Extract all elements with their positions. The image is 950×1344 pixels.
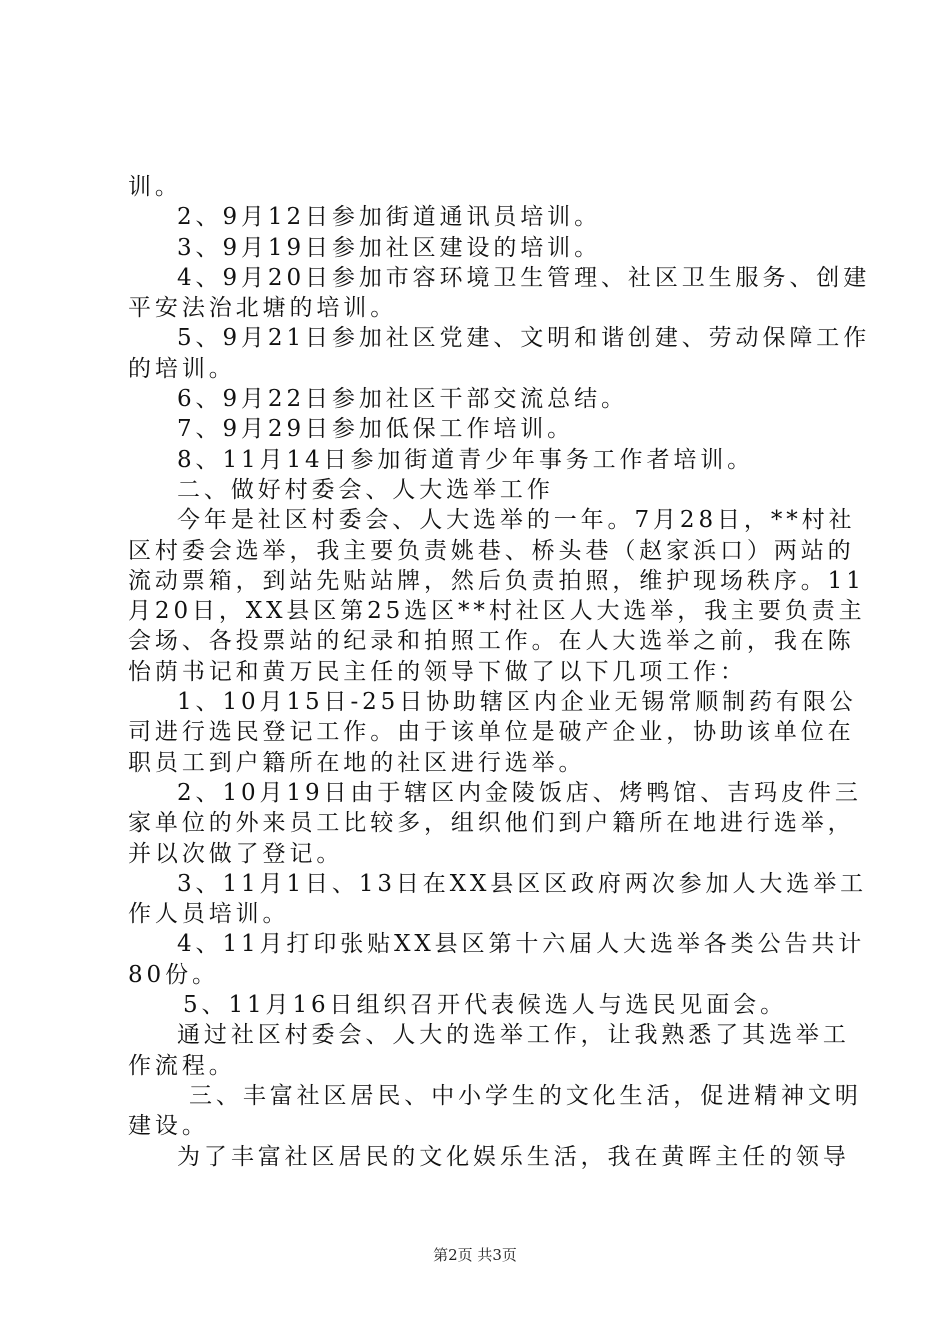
section-heading: 三、丰富社区居民、中小学生的文化生活，促进精神文明 (189, 1082, 862, 1109)
text-line: 家单位的外来员工比较多，组织他们到户籍所在地进行选举， (128, 810, 855, 837)
page-footer (0, 1245, 950, 1265)
text-line: 流动票箱，到站先贴站牌，然后负责拍照，维护现场秩序。11 (128, 567, 865, 594)
text-line: 为了丰富社区居民的文化娱乐生活，我在黄晖主任的领导 (177, 1143, 850, 1170)
text-line: 2、10月19日由于辖区内金陵饭店、烤鸭馆、吉玛皮件三 (177, 779, 862, 806)
text-line: 4、9月20日参加市容环境卫生管理、社区卫生服务、创建 (177, 264, 871, 291)
text-line: 训。 (128, 174, 182, 200)
text-line: 平安法治北塘的培训。 (128, 295, 398, 322)
text-line: 职员工到户籍所在地的社区进行选举。 (128, 749, 586, 776)
text-line: 2、9月12日参加街道通讯员培训。 (177, 204, 602, 231)
document-body (128, 172, 871, 1172)
text-line: 3、9月19日参加社区建设的培训。 (177, 234, 602, 261)
text-line: 3、11月1日、13日在XX县区区政府两次参加人大选举工 (177, 870, 868, 897)
text-line: 80份。 (128, 961, 219, 988)
text-line: 区村委会选举，我主要负责姚巷、桥头巷（赵家浜口）两站的 (128, 537, 855, 564)
text-line: 怡荫书记和黄万民主任的领导下做了以下几项工作： (128, 658, 747, 685)
text-line: 会场、各投票站的纪录和拍照工作。在人大选举之前，我在陈 (128, 628, 855, 655)
text-line: 通过社区村委会、人大的选举工作，让我熟悉了其选举工 (177, 1022, 850, 1049)
text-line: 的培训。 (128, 355, 236, 382)
text-line: 1、10月15日-25日协助辖区内企业无锡常顺制药有限公 (177, 689, 857, 716)
text-line: 今年是社区村委会、人大选举的一年。7月28日，**村社 (177, 507, 856, 534)
section-heading: 二、做好村委会、人大选举工作 (177, 476, 554, 503)
text-line: 4、11月打印张贴XX县区第十六届人大选举各类公告共计 (177, 931, 866, 958)
text-line: 5、9月21日参加社区党建、文明和谐创建、劳动保障工作 (177, 325, 871, 352)
text-line: 7、9月29日参加低保工作培训。 (177, 416, 575, 443)
text-line: 司进行选民登记工作。由于该单位是破产企业，协助该单位在 (128, 719, 855, 746)
text-line: 5、11月16日组织召开代表候选人与选民见面会。 (183, 992, 788, 1019)
text-line: 月20日，XX县区第25选区**村社区人大选举，我主要负责主 (128, 598, 866, 625)
text-line: 作流程。 (128, 1052, 236, 1079)
text-line: 8、11月14日参加街道青少年事务工作者培训。 (177, 446, 755, 473)
text-line: 作人员培训。 (128, 901, 290, 928)
text-line: 并以次做了登记。 (128, 840, 344, 867)
text-line: 6、9月22日参加社区干部交流总结。 (177, 386, 628, 413)
page-number: 第2页 共3页 (433, 1246, 517, 1264)
text-line: 建设。 (128, 1113, 209, 1140)
